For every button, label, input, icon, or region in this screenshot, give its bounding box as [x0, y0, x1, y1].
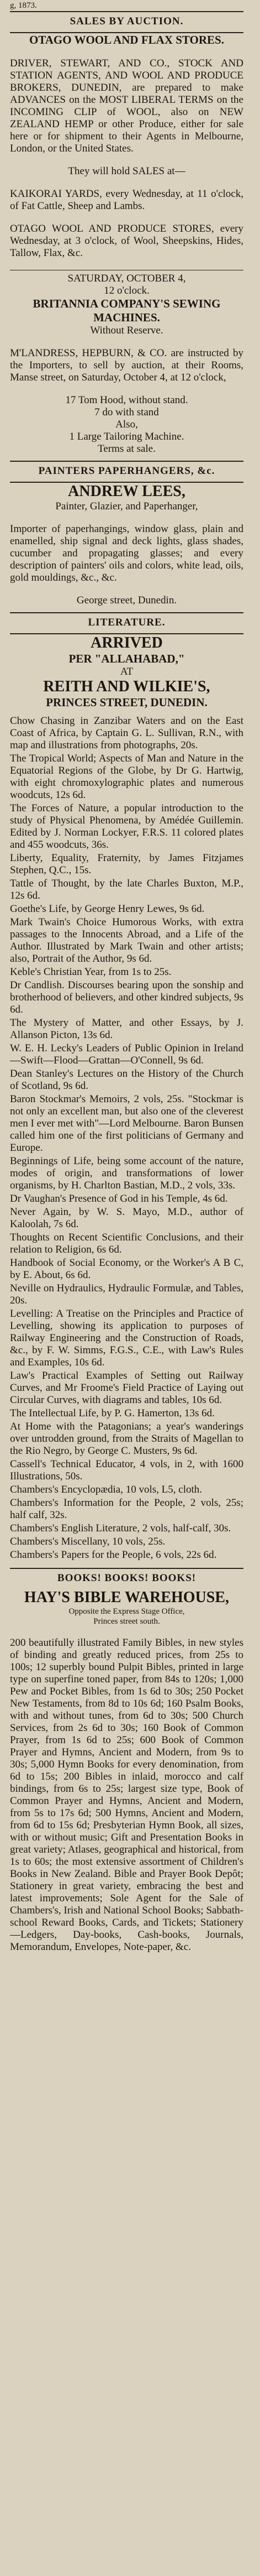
book-entry: Handbook of Social Economy, or the Worker's A B C, by E. About, 6s 6d. [10, 1257, 243, 1281]
also-text: Also, [115, 419, 138, 430]
painter-body: Importer of paperhangings, window glass, plain and enamelled, ship signal and deck lights, glass shades, cucumber and propagating glasses; and every description of painters' oils and colors, white lead, oils, gold mouldings, &c., &c. [10, 523, 243, 583]
painter-name: ANDREW LEES, [68, 483, 185, 500]
book-entry: Baron Stockmar's Memoirs, 2 vols, 25s. "Stockmar is not only an excellent man, but also one of the cleverest men I ever met with"—Lord Melbourne. Baron Bunsen called him one of the first politicians of Germany and Europe. [10, 1093, 243, 1154]
auction-kaikorai: KAIKORAI YARDS, every Wednesday, at 11 o'clock, of Fat Cattle, Sheep and Lambs. [10, 188, 243, 212]
book-entry: Chow Chasing in Zanzibar Waters and on the East Coast of Africa, by Captain G. L. Sullivan, R.N., with map and illustrations from photographs, 20s. [10, 715, 243, 751]
britannia-title: BRITANNIA COMPANY'S SEWING MACHINES. [33, 297, 221, 324]
bible-opposite: Opposite the Express Stage Office, [68, 1607, 185, 1616]
lot-3: 1 Large Tailoring Machine. [69, 431, 184, 442]
book-entry: The Mystery of Matter, and other Essays, by J. Allanson Picton, 13s 6d. [10, 1017, 243, 1041]
bible-firm: HAY'S BIBLE WAREHOUSE, [24, 1589, 230, 1606]
book-entry: The Forces of Nature, a popular introduction to the study of Physical Phenomena, by Amédée Guillemin. Edited by J. Norman Lockyer, F.R.S. 11 colored plates and 455 woodcuts, 36s. [10, 802, 243, 851]
book-entry: Never Again, by W. S. Mayo, M.D., author of Kaloolah, 7s 6d. [10, 1206, 243, 1230]
auction-title: OTAGO WOOL AND FLAX STORES. [29, 33, 224, 46]
bookseller-name: REITH AND WILKIE'S, [43, 678, 210, 695]
book-entry: Tattle of Thought, by the late Charles Buxton, M.P., 12s 6d. [10, 878, 243, 901]
book-entry: The Tropical World; Aspects of Man and Nature in the Equatorial Regions of the Globe, by Dr G. Hartwig, with eight chromoxylographic plates and numerous woodcuts, 12s 6d. [10, 753, 243, 801]
book-list [10, 715, 243, 1561]
auction-body: DRIVER, STEWART, AND CO., STOCK AND STATION AGENTS, AND WOOL AND PRODUCE BROKERS, DUNEDIN, are prepared to make ADVANCES on the MOST LIBERAL TERMS on the INCOMING CLIP of WOOL, also on NEW ZEALAND HEMP or other Produce, either for sale here or for shipment to their Agents in Melbourne, London, or the United States. [10, 58, 243, 154]
book-entry: Thoughts on Recent Scientific Conclusions, and their relation to Religion, 6s 6d. [10, 1232, 243, 1255]
auction-otago-stores: OTAGO WOOL AND PRODUCE STORES, every Wednesday, at 3 o'clock, of Wool, Sheepskins, Hides, Tallow, Flax, &c. [10, 223, 243, 259]
painter-subtitle: Painter, Glazier, and Paperhanger, [55, 500, 198, 512]
terms: Terms at sale. [98, 443, 156, 455]
painters-section [10, 465, 243, 607]
book-entry: Keble's Christian Year, from 1s to 25s. [10, 966, 172, 978]
arrived-heading: ARRIVED [91, 634, 163, 651]
literature-section [10, 617, 243, 1561]
bible-heading: BOOKS! BOOKS! BOOKS! [57, 1572, 197, 1584]
book-entry: Law's Practical Examples of Setting out Railway Curves, and Mr Froome's Field Practice of Laying out Circular Curves, with diagrams and tables, 10s 6d. [10, 1370, 243, 1406]
book-entry: At Home with the Patagonians; a year's wanderings over untrodden ground, from the Straits of Magellan to the Rio Negro, by George C. Musters, 9s 6d. [10, 1421, 243, 1457]
book-entry: Levelling: A Treatise on the Principles and Practice of Levelling, showing its application to purposes of Railway Engineering and the Construction of Roads, &c., by F. W. Simms, F.G.S., C.E., with Law's Rules and Examples, 10s 6d. [10, 1308, 243, 1368]
per-ship: PER "ALLAHABAD," [68, 652, 185, 665]
book-entry: Chambers's Information for the People, 2 vols, 25s; half calf, 32s. [10, 1497, 243, 1521]
literature-heading: LITERATURE. [88, 617, 166, 628]
book-entry: Cassell's Technical Educator, 4 vols, in 2, with 1600 Illustrations, 50s. [10, 1458, 243, 1482]
lot-1: 17 Tom Hood, without stand. [65, 394, 188, 406]
book-entry: Goethe's Life, by George Henry Lewes, 9s 6d. [10, 903, 205, 915]
book-entry: Liberty, Equality, Fraternity, by James Fitzjames Stephen, Q.C., 15s. [10, 852, 243, 876]
book-entry: The Intellectual Life, by P. G. Hamerton, 13s 6d. [10, 1407, 215, 1419]
book-entry: Dr Candlish. Discourses bearing upon the sonship and brotherhood of believers, and other kindred subjects, 9s 6d. [10, 979, 243, 1015]
painter-address: George street, Dunedin. [76, 595, 177, 606]
auction-date: SATURDAY, OCTOBER 4, [67, 273, 186, 284]
auction-heading: SALES BY AUCTION. [70, 15, 184, 27]
auction-sell-intro: They will hold SALES at— [68, 165, 185, 177]
book-entry: Chambers's English Literature, 2 vols, half-calf, 30s. [10, 1522, 231, 1534]
bible-section [10, 1572, 243, 1953]
at-text: AT [120, 666, 134, 677]
auction-section [10, 15, 243, 455]
bible-street: Princes street south. [93, 1617, 160, 1626]
rule-painters [10, 461, 243, 462]
book-entry: Mark Twain's Choice Humorous Works, with extra passages to the Innocents Abroad, and a Life of the Author. Illustrated by Mark Twain and other artists; also, Portrait of the Author, 9s 6d. [10, 916, 243, 964]
book-entry: Beginnings of Life, being some account of the nature, modes of origin, and transformations of lower organisms, by H. Charlton Bastian, M.D., 2 vols, 33s. [10, 1155, 243, 1191]
book-entry: Dr Vaughan's Presence of God in his Temple, 4s 6d. [10, 1193, 228, 1204]
book-entry: Chambers's Encyclopædia, 10 vols, L5, cloth. [10, 1484, 203, 1495]
lot-2: 7 do with stand [94, 406, 159, 418]
rule-bible [10, 1568, 243, 1569]
book-entry: Dean Stanley's Lectures on the History of the Church of Scotland, 9s 6d. [10, 1068, 243, 1092]
bookseller-address: PRINCES STREET, DUNEDIN. [46, 696, 208, 709]
auction-time: 12 o'clock. [104, 285, 150, 296]
book-entry: Neville on Hydraulics, Hydraulic Formulæ, and Tables, 20s. [10, 1282, 243, 1306]
painters-heading: PAINTERS PAPERHANGERS, &c. [38, 465, 215, 477]
rule-top [10, 11, 243, 12]
book-entry: Chambers's Papers for the People, 6 vols, 22s 6d. [10, 1549, 217, 1561]
rule-literature [10, 612, 243, 613]
bible-body: 200 beautifully illustrated Family Bibles, in new styles of binding and greatly reduced prices, from 25s to 100s; 12 superbly bound Pulpit Bibles, printed in large type on superfine toned paper, from 84s to 120s; 1,000 Pew and Pocket Bibles, from 1s 6d to 30s; 250 Pocket New Testaments, from 8d to 10s 6d; 160 Psalm Books, with and without tunes, from 6d to 30s; 500 Church Services, from 2s 6d to 30s; 160 Book of Common Prayer, from 1s 6d to 25s; 600 Book of Common Prayer and Hymns, Ancient and Modern, from 9s to 30s; 5,000 Hymn Books for every denomination, from 6d to 15s; 200 Bibles in inlaid, morocco and calf bindings, from 6s to 25s; largest size type, Book of Common Prayer and Hymns, Ancient and Modern, from 5s to 17s 6d; 500 Hymns, Ancient and Modern, from 6d to 15s 6d; Presbyterian Hymn Book, all sizes, with or without music; Gift and Presentation Books in great variety; Atlases, geographical and historical, from 1s to 60s; the most extensive assortment of Children's Books in New Zealand. Bible and Prayer Book Depôt; Stationery in great variety, embracing the best and latest improvements; Sole Agent for the Sale of Chambers's, Irish and National School Books; Sabbath-school Reward Books, Cards, and Tickets; Stationery—Ledgers, Day-books, Cash-books, Journals, Memorandum, Envelopes, Note-paper, &c. [10, 1637, 243, 1953]
without-reserve: Without Reserve. [90, 325, 163, 336]
page-fragment: g, 1873. [10, 1, 37, 10]
book-entry: Chambers's Miscellany, 10 vols, 25s. [10, 1536, 166, 1547]
mlandress-body: M'LANDRESS, HEPBURN, & CO. are instructed by the Importers, to sell by auction, at their Rooms, Manse street, on Saturday, October 4, at 12 o'clock, [10, 347, 243, 383]
book-entry: W. E. H. Lecky's Leaders of Public Opinion in Ireland—Swift—Flood—Grattan—O'Connell, 9s 6d. [10, 1042, 243, 1066]
